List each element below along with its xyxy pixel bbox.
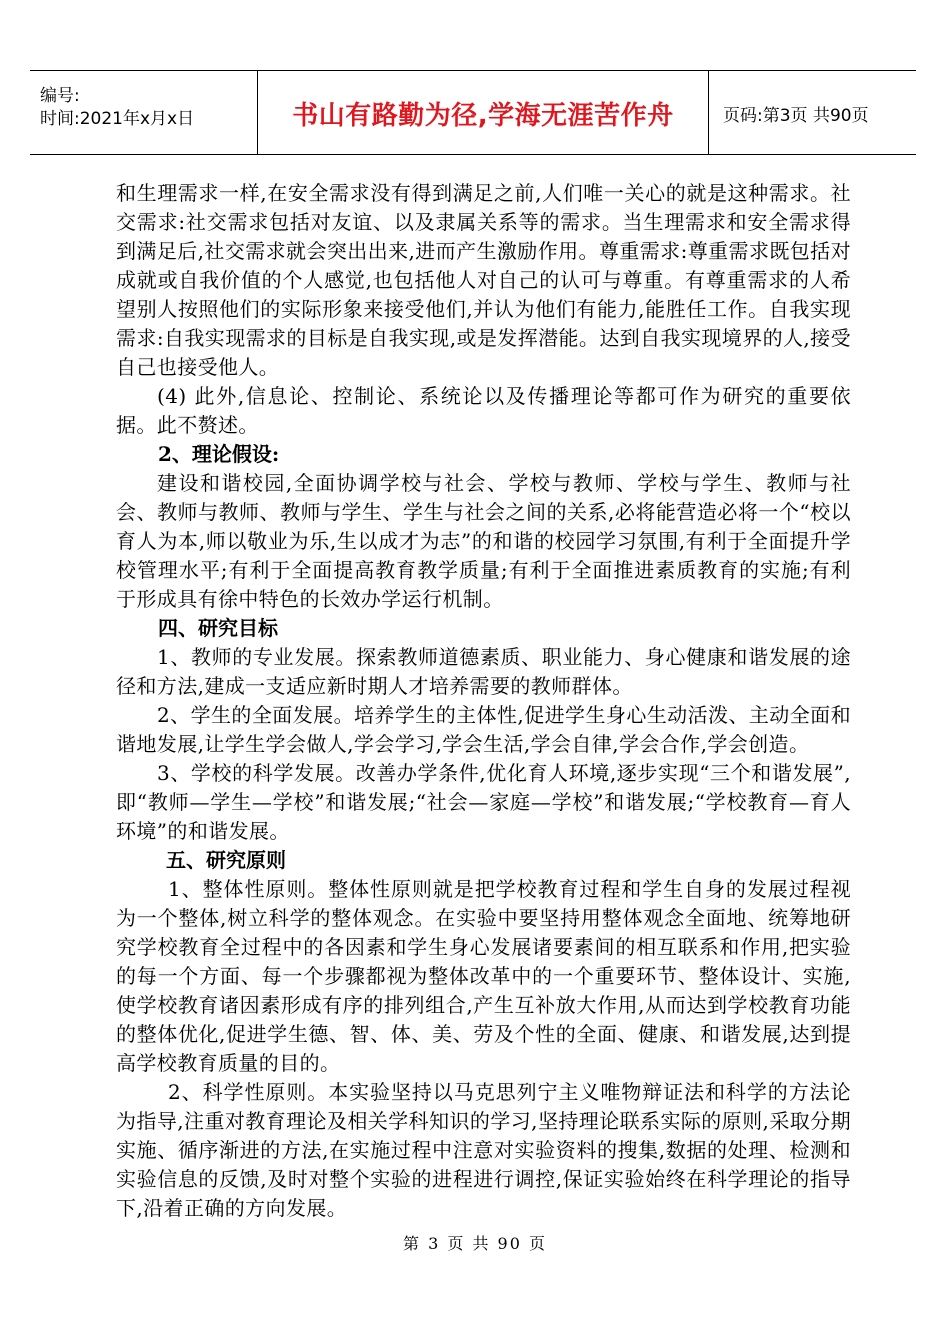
goal-school: 3、学校的科学发展。改善办学条件,优化育人环境,逐步实现“三个和谐发展”,即“教师—学生—学校”和谐发展;“社会—家庭—学校”和谐发展;“学校教育—育人环境”的和谐发展。 [116,761,851,843]
header-meta-cell [30,71,258,155]
header-page-cell [709,71,916,155]
time-label: 时间:2021年x月x日 [40,109,195,129]
motto-text: 书山有路勤为径,学海无涯苦作舟 [292,100,674,131]
page-footer: 第 3 页 共 90 页 [403,1234,547,1253]
page-header [30,70,916,155]
heading-research-principles: 五、研究原则 [166,848,286,872]
principle-scientific: 2、科学性原则。本实验坚持以马克思列宁主义唯物辩证法和科学的方法论为指导,注重对教育理论及相关学科知识的学习,坚持理论联系实际的原则,采取分期实施、循序渐进的方法,在实施过程中注意对实验资料的搜集,数据的处理、检测和实验信息的反馈,及时对整个实验的进程进行调控,保证实验始终在科学理论的指导下,沿着正确的方向发展。 [116,1080,851,1220]
number-label: 编号: [40,86,80,106]
header-motto-cell [258,71,709,155]
heading-research-goals: 四、研究目标 [158,616,278,640]
goal-student: 2、学生的全面发展。培养学生的主体性,促进学生身心生动活泼、主动全面和谐地发展,让学生学会做人,学会学习,学会生活,学会自律,学会合作,学会创造。 [116,703,851,756]
paragraph-hypothesis: 建设和谐校园,全面协调学校与社会、学校与教师、学校与学生、教师与社会、教师与教师、教师与学生、学生与社会之间的关系,必将能营造必将一个“校以育人为本,师以敬业为乐,生以成才为志”的和谐的校园学习氛围,有利于全面提升学校管理水平;有利于全面提高教育教学质量;有利于全面推进素质教育的实施;有利于形成具有徐中特色的长效办学运行机制。 [116,471,851,611]
heading-theory-hypothesis: 2、理论假设: [158,442,280,466]
page-label: 页码:第3页 共90页 [723,105,869,126]
principle-integrity: 1、整体性原则。整体性原则就是把学校教育过程和学生自身的发展过程视为一个整体,树立科学的整体观念。在实验中要坚持用整体观念全面地、统筹地研究学校教育全过程中的各因素和学生身心发展诸要素间的相互联系和作用,把实验的每一个方面、每一个步骤都视为整体改革中的一个重要环节、整体设计、实施,使学校教育诸因素形成有序的排列组合,产生互补放大作用,从而达到学校教育功能的整体优化,促进学生德、智、体、美、劳及个性的全面、健康、和谐发展,达到提高学校教育质量的目的。 [116,877,851,1075]
goal-teacher: 1、教师的专业发展。探索教师道德素质、职业能力、身心健康和谐发展的途径和方法,建成一支适应新时期人才培养需要的教师群体。 [116,645,851,698]
document-body [116,179,851,1223]
paragraph-other-theories: (4) 此外,信息论、控制论、系统论以及传播理论等都可作为研究的重要依据。此不赘述。 [116,384,851,437]
paragraph-needs: 和生理需求一样,在安全需求没有得到满足之前,人们唯一关心的就是这种需求。社交需求:社交需求包括对友谊、以及隶属关系等的需求。当生理需求和安全需求得到满足后,社交需求就会突出出来,进而产生激励作用。尊重需求:尊重需求既包括对成就或自我价值的个人感觉,也包括他人对自己的认可与尊重。有尊重需求的人希望别人按照他们的实际形象来接受他们,并认为他们有能力,能胜任工作。自我实现需求:自我实现需求的目标是自我实现,或是发挥潜能。达到自我实现境界的人,接受自己也接受他人。 [116,181,851,379]
